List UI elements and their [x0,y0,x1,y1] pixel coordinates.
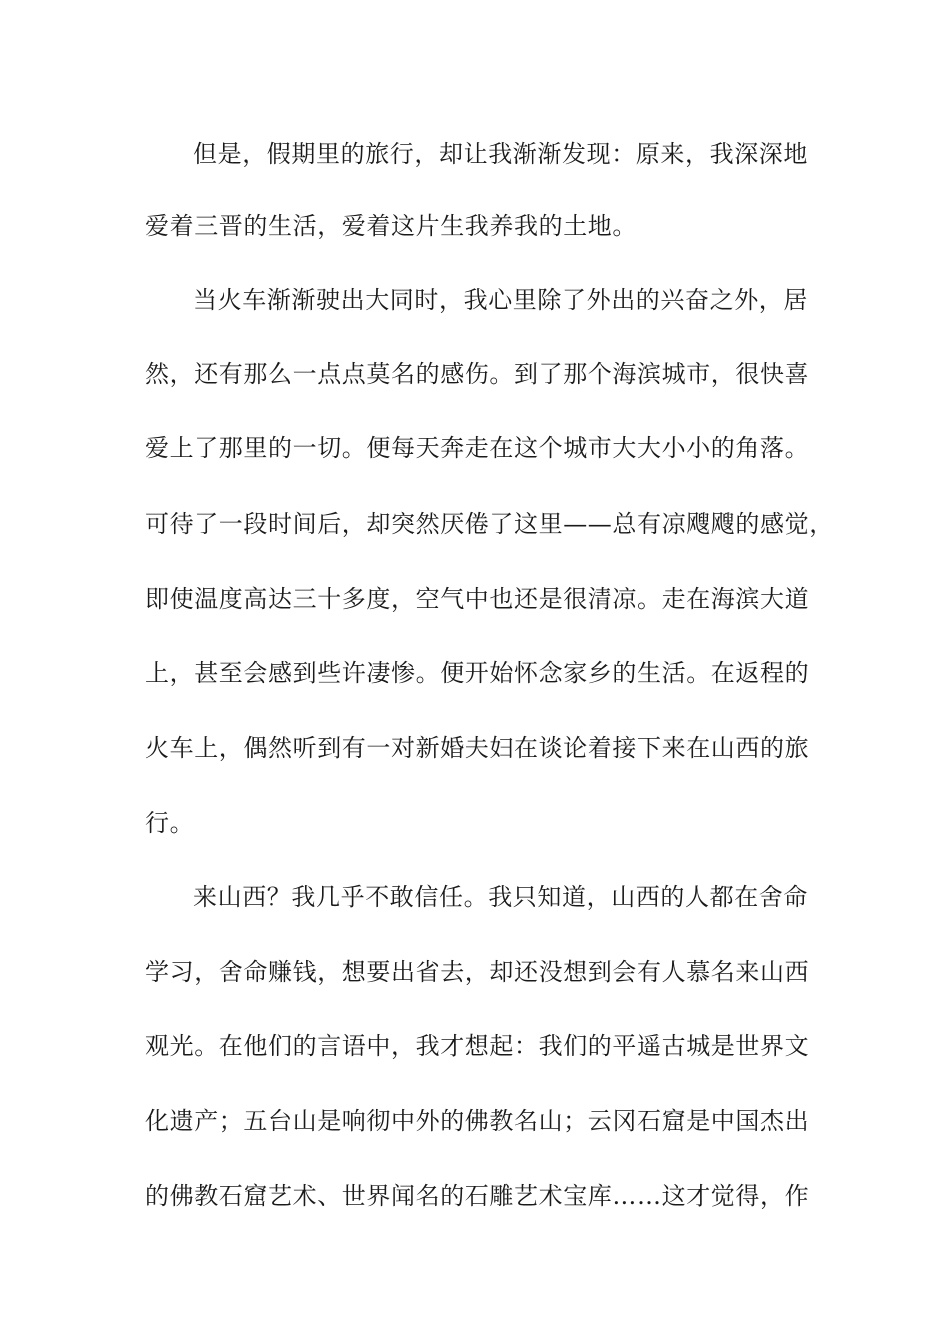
paragraph-2-line-8: 行。 [145,809,195,837]
paragraph-3-line-3: 观光。在他们的言语中，我才想起：我们的平遥古城是世界文 [145,1032,810,1060]
paragraph-2-line-6: 上，甚至会感到些许凄惨。便开始怀念家乡的生活。在返程的 [145,659,810,687]
paragraph-3-line-1: 来山西？我几乎不敢信任。我只知道，山西的人都在舍命 [193,883,808,911]
paragraph-3-line-4: 化遗产；五台山是响彻中外的佛教名山；云冈石窟是中国杰出 [145,1107,810,1135]
paragraph-3-line-5: 的佛教石窟艺术、世界闻名的石雕艺术宝库……这才觉得，作 [145,1182,810,1210]
paragraph-2-line-2: 然，还有那么一点点莫名的感伤。到了那个海滨城市，很快喜 [145,360,810,388]
paragraph-2-line-5: 即使温度高达三十多度，空气中也还是很清凉。走在海滨大道 [145,585,810,613]
paragraph-2-line-3: 爱上了那里的一切。便每天奔走在这个城市大大小小的角落。 [145,434,810,462]
paragraph-1-line-1: 但是，假期里的旅行，却让我渐渐发现：原来，我深深地 [193,140,808,168]
paragraph-2-line-4: 可待了一段时间后，却突然厌倦了这里——总有凉飕飕的感觉， [145,510,834,538]
paragraph-3-line-2: 学习，舍命赚钱，想要出省去，却还没想到会有人慕名来山西 [145,958,810,986]
paragraph-2-line-1: 当火车渐渐驶出大同时，我心里除了外出的兴奋之外，居 [193,286,808,314]
paragraph-2-line-7: 火车上，偶然听到有一对新婚夫妇在谈论着接下来在山西的旅 [145,734,810,762]
paragraph-1-line-2: 爱着三晋的生活，爱着这片生我养我的土地。 [145,212,637,240]
